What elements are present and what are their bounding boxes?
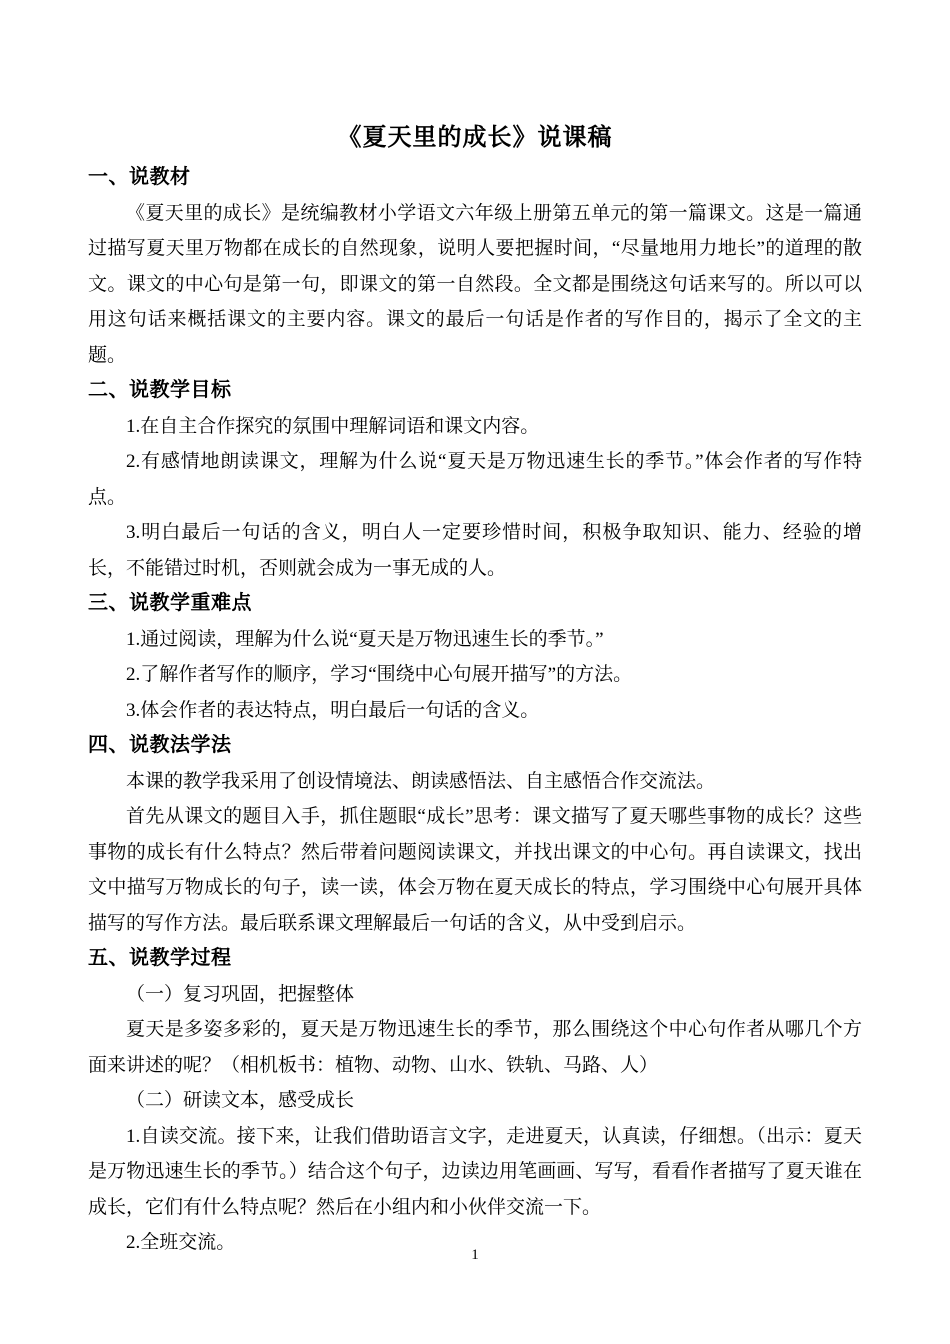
paragraph: 2.有感情地朗读课文，理解为什么说“夏天是万物迅速生长的季节。”体会作者的写作特点。: [88, 451, 862, 508]
paragraph: 《夏天里的成长》是统编教材小学语文六年级上册第五单元的第一篇课文。这是一篇通过描写夏天里万物都在成长的自然现象，说明人要把握时间，“尽量地用力地长”的道理的散文。课文的中心句是第一句，即课文的第一自然段。全文都是围绕这句话来写的。所以可以用这句话来概括课文的主要内容。课文的最后一句话是作者的写作目的，揭示了全文的主题。: [88, 202, 862, 366]
paragraph: 1.通过阅读，理解为什么说“夏天是万物迅速生长的季节。”: [126, 628, 604, 650]
paragraph: 1.在自主合作探究的氛围中理解词语和课文内容。: [126, 415, 540, 437]
section-teaching-process: [88, 941, 862, 1261]
paragraph: 2.了解作者写作的顺序，学习“围绕中心句展开描写”的方法。: [126, 664, 633, 685]
paragraph: 3.体会作者的表达特点，明白最后一句话的含义。: [126, 699, 540, 721]
document-title: 《夏天里的成长》说课稿: [337, 124, 613, 151]
paragraph: 本课的教学我采用了创设情境法、朗读感悟法、自主感悟合作交流法。: [126, 770, 716, 792]
section-teaching-goals: [88, 373, 862, 586]
section-heading: 一、说教材: [88, 166, 191, 188]
section-heading: 四、说教法学法: [88, 734, 232, 756]
paragraph: 首先从课文的题目入手，抓住题眼“成长”思考：课文描写了夏天哪些事物的成长？这些事物的成长有什么特点？然后带着问题阅读课文，并找出课文的中心句。再自读课文，找出文中描写万物成长的句子，读一读，体会万物在夏天成长的特点，学习围绕中心句展开具体描写的写作方法。最后联系课文理解最后一句话的含义，从中受到启示。: [88, 806, 862, 934]
paragraph: 3.明白最后一句话的含义，明白人一定要珍惜时间，积极争取知识、能力、经验的增长，不能错过时机，否则就会成为一事无成的人。: [88, 522, 862, 579]
section-teaching-methods: [88, 728, 862, 941]
paragraph: （一）复习巩固，把握整体: [126, 983, 355, 1005]
paragraph: 1.自读交流。接下来，让我们借助语言文字，走进夏天，认真读，仔细想。（出示：夏天是万物迅速生长的季节。）结合这个句子，边读边用笔画画、写写，看看作者描写了夏天谁在成长，它们有什么特点呢？然后在小组内和小伙伴交流一下。: [88, 1125, 862, 1218]
section-key-difficulties: [88, 586, 862, 728]
paragraph: 2.全班交流。: [126, 1232, 236, 1253]
paragraph: 夏天是多姿多彩的，夏天是万物迅速生长的季节，那么围绕这个中心句作者从哪几个方面来讲述的呢？（相机板书：植物、动物、山水、铁轨、马路、人）: [88, 1019, 862, 1076]
section-heading: 三、说教学重难点: [88, 592, 252, 614]
page-number: 1: [471, 1247, 479, 1263]
section-heading: 二、说教学目标: [88, 379, 232, 401]
paragraph: （二）研读文本，感受成长: [126, 1090, 355, 1111]
section-heading: 五、说教学过程: [88, 947, 232, 969]
section-teaching-material: [88, 160, 862, 373]
